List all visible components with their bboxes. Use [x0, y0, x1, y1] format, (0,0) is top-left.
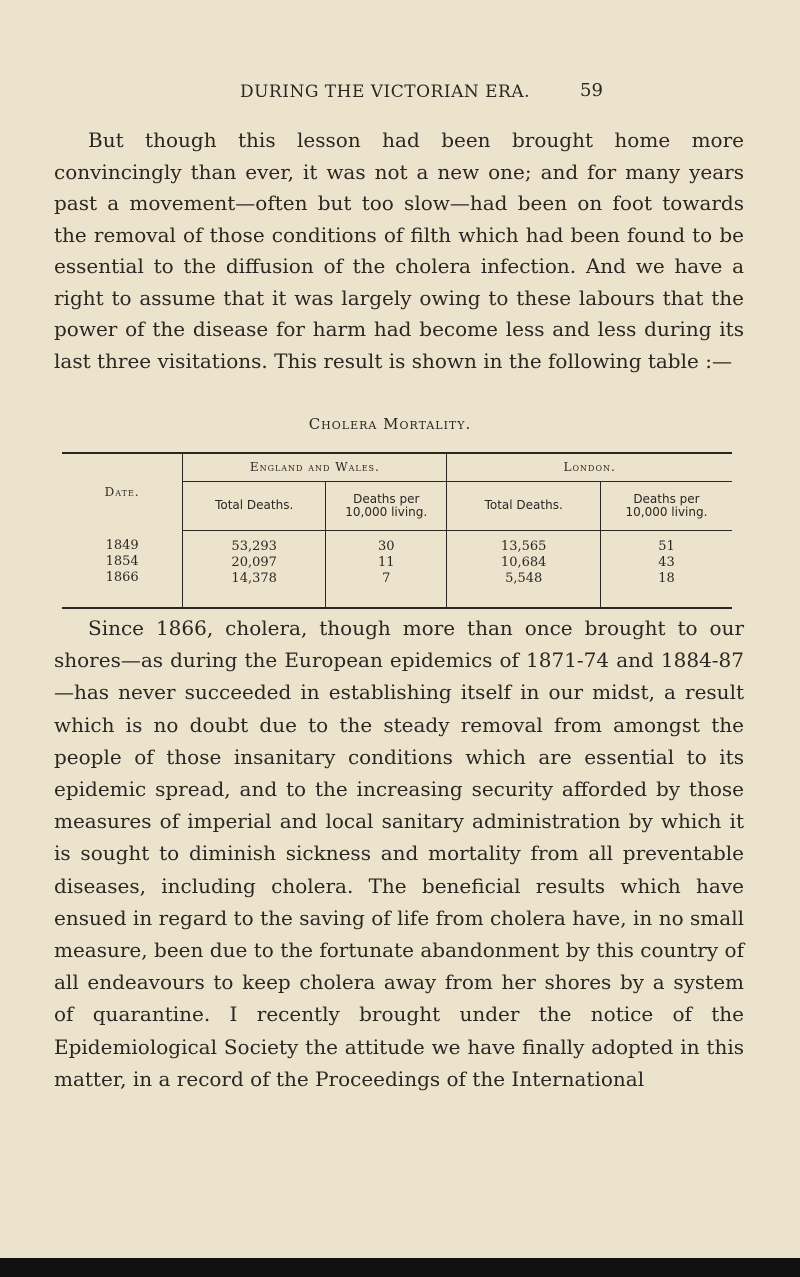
paragraph-1: But though this lesson had been brought home more convincingly than ever, it was not a new one; and for many years past a movement—often but too slow—had been on foot towards the removal of those conditions of filth which had been found to be essential to the diffusion of the cholera infection. And we have a right to assume that it was largely owing to these labours that the power of the disease for harm had become less and less during its last three visitations. This result is shown in the following table :— — [54, 128, 744, 373]
ln-rates-cell — [600, 530, 732, 608]
col-header-ln-total: Total Deaths. — [447, 481, 601, 530]
ln-total-value: 13,565 — [500, 538, 547, 554]
table-title: Cholera Mortality. — [308, 415, 472, 433]
running-header: DURING THE VICTORIAN ERA. — [239, 82, 531, 102]
ln-rate-value: 43 — [658, 554, 675, 570]
col-header-date: Date. — [62, 453, 183, 530]
col-header-ew-total: Total Deaths. — [183, 481, 326, 530]
cholera-mortality-table — [62, 452, 732, 609]
dates-cell — [62, 530, 183, 608]
col-header-ew-rate — [326, 481, 447, 530]
ew-rate-value: 7 — [382, 570, 391, 586]
ew-rate-value: 11 — [377, 554, 395, 570]
ln-rate-value: 18 — [658, 570, 675, 586]
date-value: 1866 — [105, 570, 139, 586]
ln-totals-cell — [447, 530, 601, 608]
paragraph-2: Since 1866, cholera, though more than once brought to our shores—as during the European epidemics of 1871-74 and 1884-87—has never succeeded in establishing itself in our midst, a result which is no doubt due to the steady removal from amongst the people of those insanitary conditions which are essential to its epidemic spread, and to the increasing security afforded by those measures of imperial and local sanitary administration by which it is sought to diminish sickness and mortality from all preventable diseases, including cholera. The beneficial results which have ensued in regard to the saving of life from cholera have, in no small measure, been due to the fortunate abandonment by this country of all endeavours to keep cholera away from her shores by a system of quarantine. I recently brought under the notice of the Epidemiological Society the attitude we have finally adopted in this matter, in a record of the Proceedings of the International — [54, 616, 744, 1091]
ew-total-value: 53,293 — [231, 538, 277, 554]
col-header-ln-rate — [600, 481, 732, 530]
ew-rate-line2: 10,000 living. — [345, 504, 428, 519]
ew-totals-cell — [183, 530, 326, 608]
ew-total-value: 20,097 — [231, 554, 277, 570]
scan-edge-bar — [0, 1258, 800, 1277]
date-value: 1849 — [105, 538, 139, 554]
ew-rate-line1: Deaths per — [353, 491, 420, 506]
ln-rate-line2: 10,000 living. — [625, 504, 708, 519]
ln-rate-value: 51 — [658, 538, 675, 554]
ln-rate-line1: Deaths per — [633, 491, 700, 506]
date-value: 1854 — [105, 554, 139, 570]
group-header-london: London. — [447, 453, 732, 481]
group-header-england: England and Wales. — [183, 453, 447, 481]
ew-rate-value: 30 — [377, 538, 395, 554]
ln-total-value: 10,684 — [500, 554, 547, 570]
ln-total-value: 5,548 — [505, 570, 543, 586]
page-number: 59 — [580, 80, 603, 101]
ew-rates-cell — [326, 530, 447, 608]
ew-total-value: 14,378 — [231, 570, 277, 586]
